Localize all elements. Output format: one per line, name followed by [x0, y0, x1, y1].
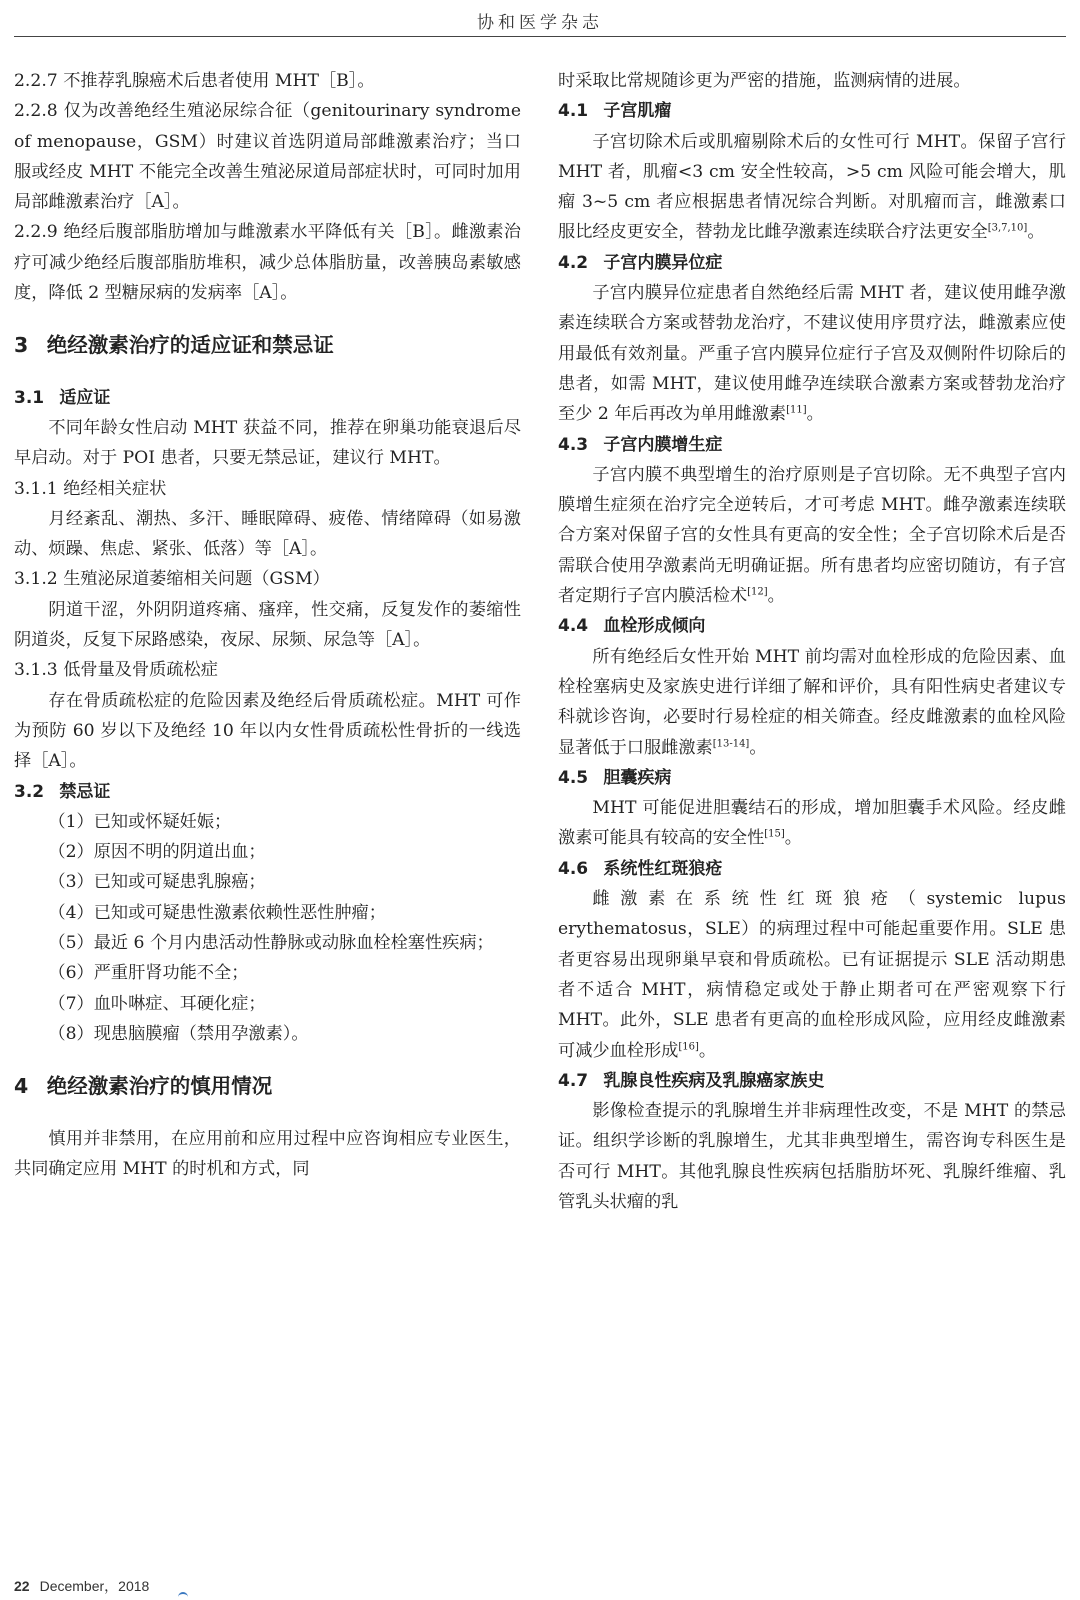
heading-text: 绝经激素治疗的慎用情况 [46, 1074, 273, 1099]
paragraph-text: （6）严重肝肾功能不全； [48, 963, 249, 984]
paragraph-text: 2.2.8 仅为改善绝经生殖泌尿综合征（genitourinary syndrome of menopause，GSM）时建议首选阴道局部雌激素治疗；当口服或经皮 MHT 不能完全改善生殖泌尿道局部症状时，可同时加用局部雌激素治疗［A］。 [14, 101, 521, 213]
subsection-heading [558, 763, 1066, 793]
paragraph-text: 月经紊乱、潮热、多汗、睡眠障碍、疲倦、情绪障碍（如易激动、烦躁、焦虑、紧张、低落）等［A］。 [14, 508, 521, 560]
heading-number: 4.4 [558, 616, 589, 637]
paragraph-tail: 。 [749, 737, 767, 758]
subsection-heading [558, 611, 1066, 641]
paragraph-text: 不同年龄女性启动 MHT 获益不同，推荐在卵巢功能衰退后尽早启动。对于 POI 患者，只要无禁忌证，建议行 MHT。 [14, 417, 521, 469]
heading-number: 4.6 [558, 858, 589, 879]
section-gap [14, 361, 521, 383]
paragraph-tail: 。 [1027, 222, 1045, 243]
subsection-heading [558, 248, 1066, 278]
page-number: 22 [14, 1578, 30, 1594]
citation-ref: [13-14] [712, 737, 750, 749]
paragraph-text: 子宫切除术后或肌瘤剔除术后的女性可行 MHT。保留子宫行 MHT 者，肌瘤<3 cm 安全性较高，>5 cm 风险可能会增大，肌瘤 3~5 cm 者应根据患者情况综合判断。对肌瘤而言，雌激素口服比经皮更安全，替勃龙比雌孕激素连续联合疗法更安全 [558, 131, 1066, 243]
paragraph [14, 837, 521, 867]
heading-text: 子宫内膜增生症 [603, 434, 723, 455]
paragraph-text: （4）已知或可疑患性激素依赖性恶性肿瘤； [48, 902, 386, 923]
paragraph [14, 867, 521, 897]
paragraph-text: 影像检查提示的乳腺增生并非病理性改变，不是 MHT 的禁忌证。组织学诊断的乳腺增生，尤其非典型增生，需咨询专科医生是否可行 MHT。其他乳腺良性疾病包括脂肪坏死、乳腺纤维瘤、乳管乳头状瘤的乳 [558, 1101, 1066, 1212]
subsubsection-heading [14, 474, 521, 504]
subsection-heading [14, 777, 521, 807]
heading-text: 禁忌证 [59, 781, 111, 802]
section-gap [14, 308, 521, 330]
paragraph-tail: 。 [784, 828, 802, 849]
heading-text: 血栓形成倾向 [603, 616, 706, 637]
citation-ref: [16] [678, 1040, 699, 1052]
subsection-heading [558, 1066, 1066, 1096]
citation-ref: [3,7,10] [987, 222, 1028, 234]
heading-number: 4.3 [558, 434, 589, 455]
paragraph [14, 989, 521, 1019]
paragraph [558, 460, 1066, 611]
paragraph-text: 子宫内膜不典型增生的治疗原则是子宫切除。无不典型子宫内膜增生症须在治疗完全逆转后，才可考虑 MHT。雌孕激素连续联合方案对保留子宫的女性具有更高的安全性；全子宫切除术后是否需联合使用孕激素尚无明确证据。所有患者均应密切随访，有子宫者定期行子宫内膜活检术 [558, 464, 1066, 607]
heading-number: 3.2 [14, 781, 45, 802]
paragraph [14, 1124, 521, 1185]
section-heading [14, 330, 521, 360]
paragraph-text: （2）原因不明的阴道出血； [48, 842, 266, 863]
paragraph-text: 存在骨质疏松症的危险因素及绝经后骨质疏松症。MHT 可作为预防 60 岁以下及绝经 10 年以内女性骨质疏松性骨折的一线选择［A］。 [14, 690, 521, 772]
subsubsection-heading [14, 564, 521, 594]
paragraph-text: （7）血卟啉症、耳硬化症； [48, 993, 266, 1014]
paragraph [14, 1019, 521, 1049]
journal-title: 协和医学杂志 [477, 13, 603, 33]
paragraph-tail: 。 [767, 586, 785, 607]
left-column [14, 66, 521, 1184]
subsection-heading [558, 430, 1066, 460]
paragraph [558, 66, 1066, 96]
paragraph [558, 278, 1066, 429]
paragraph [558, 793, 1066, 854]
citation-ref: [12] [747, 586, 768, 598]
heading-text: 子宫内膜异位症 [603, 252, 723, 273]
paragraph-text: 所有绝经后女性开始 MHT 前均需对血栓形成的危险因素、血栓栓塞病史及家族史进行详细了解和评价，具有阳性病史者建议专科就诊咨询，必要时行易栓症的相关筛查。经皮雌激素的血栓风险显著低于口服雌激素 [558, 646, 1066, 758]
heading-number: 3.1 [14, 387, 45, 408]
paragraph [558, 1096, 1066, 1217]
paragraph [14, 807, 521, 837]
heading-text: 子宫肌瘤 [603, 101, 672, 122]
citation-ref: [15] [764, 828, 785, 840]
paragraph-text: 2.2.9 绝经后腹部脂肪增加与雌激素水平降低有关［B］。雌激素治疗可减少绝经后腹部脂肪堆积，减少总体脂肪量，改善胰岛素敏感度，降低 2 型糖尿病的发病率［A］。 [14, 222, 521, 304]
heading-number: 4.1 [558, 101, 589, 122]
paragraph-tail: 。 [806, 404, 824, 425]
paragraph [14, 413, 521, 474]
paragraph-text: （3）已知或可疑患乳腺癌； [48, 872, 266, 893]
running-header [0, 0, 1080, 36]
heading-text: 适应证 [59, 387, 111, 408]
subsection-heading [558, 96, 1066, 126]
heading-number: 4.2 [558, 252, 589, 273]
subsection-heading [558, 854, 1066, 884]
heading-text: 胆囊疾病 [603, 767, 672, 788]
heading-number: 4.5 [558, 767, 589, 788]
section-heading [14, 1071, 521, 1101]
paragraph [14, 217, 521, 308]
page-footer [14, 1576, 149, 1596]
paragraph-text: 2.2.7 不推荐乳腺癌术后患者使用 MHT［B］。 [14, 71, 375, 91]
right-column [558, 66, 1066, 1217]
heading-text: 绝经激素治疗的适应证和禁忌证 [46, 333, 334, 358]
paragraph [14, 504, 521, 565]
section-gap [14, 1102, 521, 1124]
heading-number: 4.7 [558, 1070, 589, 1091]
footer-mark [178, 1592, 188, 1600]
paragraph [558, 642, 1066, 763]
paragraph-text: 子宫内膜异位症患者自然绝经后需 MHT 者，建议使用雌孕激素连续联合方案或替勃龙治疗，不建议使用序贯疗法，雌激素应使用最低有效剂量。严重子宫内膜异位症行子宫及双侧附件切除后的患者，如需 MHT，建议使用雌孕连续联合激素方案或替勃龙治疗至少 2 年后再改为单用雌激素 [558, 283, 1066, 425]
paragraph-text: 3.1.3 低骨量及骨质疏松症 [14, 660, 218, 681]
section-gap [14, 1049, 521, 1071]
paragraph [14, 928, 521, 958]
header-rule [14, 36, 1066, 37]
paragraph [14, 686, 521, 777]
heading-text: 系统性红斑狼疮 [603, 858, 723, 879]
heading-number: 4 [14, 1074, 29, 1099]
paragraph-tail: 。 [698, 1040, 717, 1061]
citation-ref: [11] [786, 404, 807, 416]
paragraph [14, 958, 521, 988]
paragraph-text: 3.1.2 生殖泌尿道萎缩相关问题（GSM） [14, 569, 330, 590]
paragraph [14, 595, 521, 656]
paragraph-text: 雌激素在系统性红斑狼疮（systemic lupus erythematosus，SLE）的病理过程中可能起重要作用。SLE 患者更容易出现卵巢早衰和骨质疏松。已有证据提示 SLE 活动期患者不适合 MHT，病情稳定或处于静止期者可在严密观察下行 MHT。此外，SLE 患者有更高的血栓形成风险，应用经皮雌激素可减少血栓形成 [558, 889, 1066, 1061]
paragraph-text: 慎用并非禁用，在应用前和应用过程中应咨询相应专业医生，共同确定应用 MHT 的时机和方式，同 [14, 1128, 521, 1179]
heading-text: 乳腺良性疾病及乳腺癌家族史 [603, 1070, 825, 1091]
paragraph-text: MHT 可能促进胆囊结石的形成，增加胆囊手术风险。经皮雌激素可能具有较高的安全性 [558, 798, 1066, 849]
paragraph-text: 阴道干涩，外阴阴道疼痛、瘙痒，性交痛，反复发作的萎缩性阴道炎，反复下尿路感染，夜尿、尿频、尿急等［A］。 [14, 599, 521, 651]
paragraph [14, 66, 521, 96]
issue-date: December，2018 [39, 1578, 150, 1594]
paragraph-text: （8）现患脑膜瘤（禁用孕激素）。 [48, 1023, 309, 1044]
heading-number: 3 [14, 333, 29, 358]
paragraph-text: 3.1.1 绝经相关症状 [14, 478, 167, 499]
paragraph [14, 898, 521, 928]
paragraph-text: （1）已知或怀疑妊娠； [48, 811, 232, 832]
subsubsection-heading [14, 655, 521, 685]
paragraph [558, 884, 1066, 1066]
paragraph-text: 时采取比常规随诊更为严密的措施，监测病情的进展。 [558, 71, 971, 91]
paragraph [14, 96, 521, 217]
paragraph-text: （5）最近 6 个月内患活动性静脉或动脉血栓栓塞性疾病； [48, 933, 494, 954]
paragraph [558, 127, 1066, 248]
subsection-heading [14, 383, 521, 413]
